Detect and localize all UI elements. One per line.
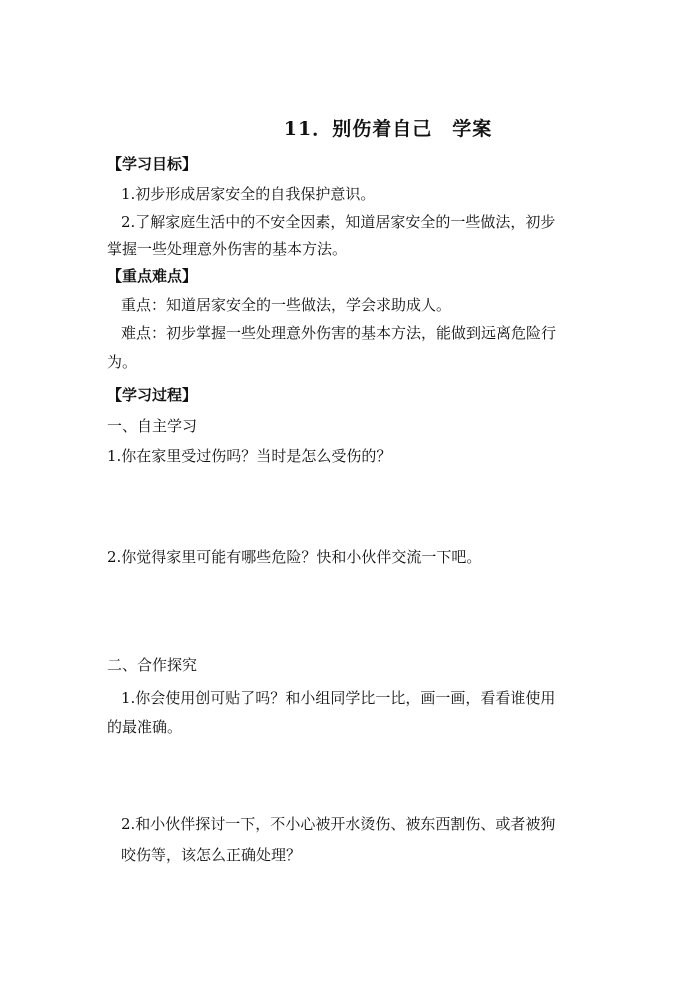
- document-title: 11．别伤着自己 学案: [283, 118, 493, 140]
- section-2-question-2-line-2: 咬伤等，该怎么正确处理？: [121, 846, 302, 864]
- section-2-question-1-line-2: 的最准确。: [107, 718, 183, 736]
- objective-item-2-line-1: 2.了解家庭生活中的不安全因素，知道居家安全的一些做法，初步: [121, 213, 556, 231]
- section-2-question-2-line-1: 2.和小伙伴探讨一下，不小心被开水烫伤、被东西割伤、或者被狗: [121, 815, 556, 833]
- objectives-heading: 【学习目标】: [107, 155, 198, 173]
- objective-item-2-line-2: 掌握一些处理意外伤害的基本方法。: [107, 240, 348, 258]
- key-point: 重点：知道居家安全的一些做法，学会求助成人。: [121, 296, 452, 314]
- difficulty-line-1: 难点：初步掌握一些处理意外伤害的基本方法，能做到远离危险行: [121, 324, 557, 342]
- section-1-heading: 一、自主学习: [107, 417, 198, 435]
- section-1-question-2: 2.你觉得家里可能有哪些危险？快和小伙伴交流一下吧。: [107, 548, 482, 566]
- process-heading: 【学习过程】: [107, 386, 198, 404]
- objective-item-1: 1.初步形成居家安全的自我保护意识。: [121, 185, 376, 203]
- keypoints-heading: 【重点难点】: [107, 267, 198, 285]
- section-1-question-1: 1.你在家里受过伤吗？当时是怎么受伤的？: [107, 447, 392, 465]
- section-2-question-1-line-1: 1.你会使用创可贴了吗？和小组同学比一比，画一画，看看谁使用: [121, 689, 556, 707]
- difficulty-line-2: 为。: [107, 353, 138, 371]
- section-2-heading: 二、合作探究: [107, 656, 198, 674]
